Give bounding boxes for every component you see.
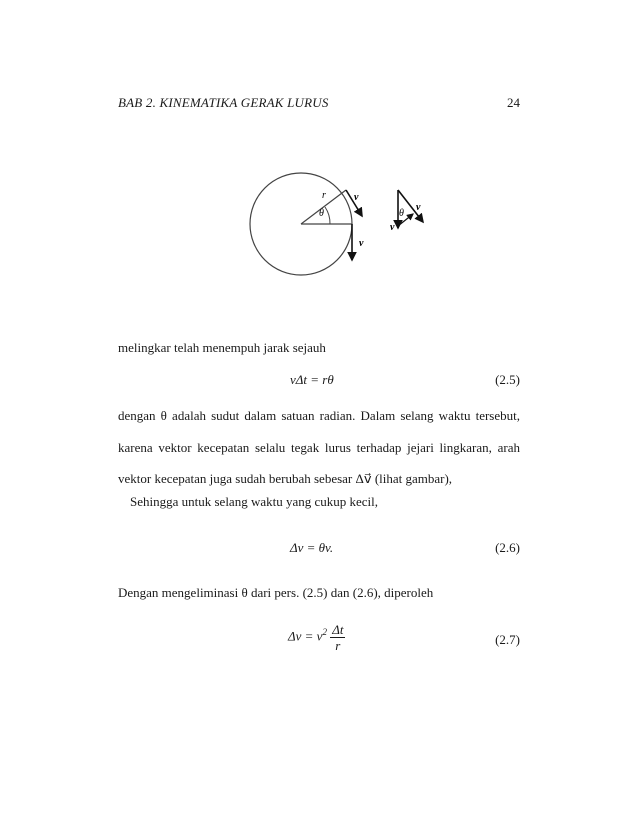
equation-number-2-6: (2.6) — [495, 540, 520, 555]
triangle-label-v-left: v — [390, 222, 395, 233]
theta-arc — [325, 207, 330, 224]
label-r: r — [322, 190, 326, 201]
equation-2-7 — [288, 622, 345, 653]
figure-svg — [230, 160, 462, 305]
triangle-label-v-right: v — [416, 202, 421, 213]
label-v-final: v — [354, 192, 359, 203]
label-theta: θ — [319, 208, 324, 219]
label-v-initial: v — [359, 238, 364, 249]
equation-2-6: Δv = θv. — [290, 540, 334, 555]
paragraph-1-line-3: vektor kecepatan juga sudah berubah sebesar Δv⃗ (lihat gambar), — [118, 471, 453, 486]
equation-2-7-exponent: 2 — [322, 627, 327, 638]
page-header — [118, 95, 520, 115]
equation-2-7-fraction — [330, 622, 345, 653]
page-number: 24 — [507, 95, 520, 110]
equation-2-7-denominator: r — [335, 638, 341, 653]
paragraph-2-line-1: Sehingga untuk selang waktu yang cukup kecil, — [130, 494, 379, 509]
equation-2-7-numerator: Δt — [332, 622, 344, 637]
paragraph-1-line-2: karena vektor kecepatan selalu tegak lurus terhadap jejari lingkaran, arah — [118, 440, 520, 455]
triangle-label-theta: θ — [399, 208, 404, 219]
chapter-title: BAB 2. KINEMATIKA GERAK LURUS — [118, 95, 329, 110]
equation-number-2-5: (2.5) — [495, 372, 520, 387]
circular-motion-figure — [230, 160, 462, 305]
body-line-1: melingkar telah menempuh jarak sejauh — [118, 340, 326, 355]
paragraph-1-line-1: dengan θ adalah sudut dalam satuan radian. Dalam selang waktu tersebut, — [118, 408, 520, 423]
equation-2-7-lhs: Δv = v — [288, 628, 323, 644]
equation-number-2-7: (2.7) — [495, 632, 520, 647]
equation-2-5: vΔt = rθ — [290, 372, 334, 387]
paragraph-3-line-1: Dengan mengeliminasi θ dari pers. (2.5) dan (2.6), diperoleh — [118, 585, 434, 600]
